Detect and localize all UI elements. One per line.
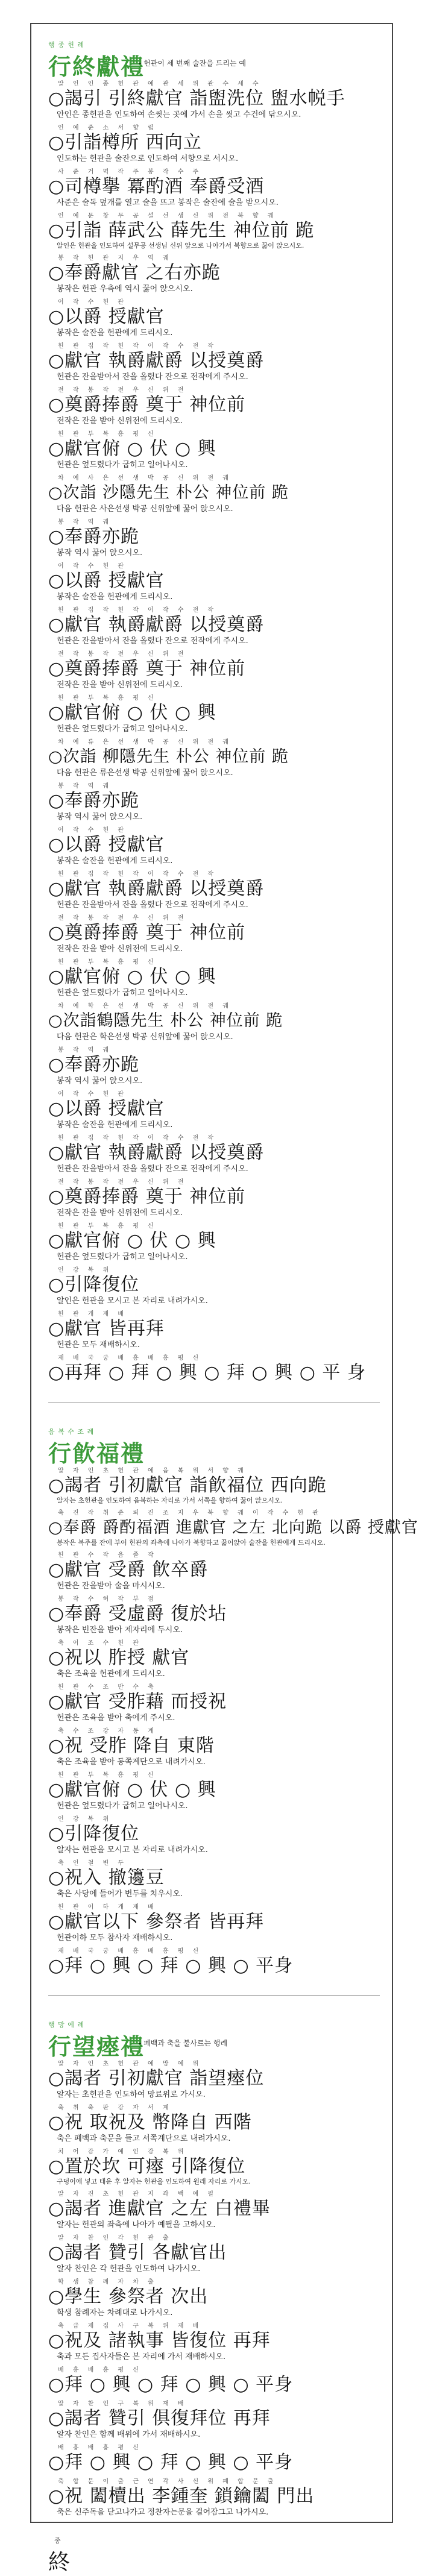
entry-command: ○次詣 沙隱先生 朴公 神位前 跪 <box>48 483 289 502</box>
entry-reading: 헌 관 이 하 개 재 배 <box>58 1904 157 1911</box>
entry-command: ○學生 參祭者 次出 <box>48 2286 209 2307</box>
entry-translation: 알자는 초헌관을 인도하여 망료위로 가시오. <box>57 2090 206 2099</box>
entry-reading: 재 배 국 궁 배 흥 배 흥 평 신 <box>58 1948 203 1955</box>
entry-command: ○引降復位 <box>48 1274 140 1295</box>
entry-command: ○祝 闔櫝出 李鍾奎 鎖鑰闔 門出 <box>48 2486 315 2507</box>
entry-command: ○祝 受胙 降自 東階 <box>48 1735 215 1756</box>
section-subtitle: - 헌관이 세 번째 술잔을 드리는 예 <box>139 59 246 68</box>
ritual-entry <box>48 169 380 208</box>
ritual-entry <box>48 2367 380 2396</box>
ritual-entry <box>48 2445 380 2474</box>
entry-translation: 헌관은 엎드렸다가 굽히고 일어나시오. <box>57 460 188 470</box>
entry-translation: 알자는 헌관을 모시고 본 자리로 내려가시오. <box>57 1846 208 1855</box>
entry-translation: 전작은 잔을 받아 신위전에 드리시오. <box>57 1208 183 1217</box>
entry-command: ○以爵 授獻官 <box>48 570 165 591</box>
ritual-entry <box>48 2105 380 2144</box>
entry-command: ○謁者 引初獻官 詣飮福位 西向跪 <box>48 1475 327 1496</box>
entry-reading: 알 자 찬 인 각 헌 관 출 <box>58 2235 172 2241</box>
entry-reading: 헌 관 집 작 헌 작 이 작 수 전 작 <box>58 343 218 350</box>
entry-reading: 헌 관 집 작 헌 작 이 작 수 전 작 <box>58 871 218 878</box>
ritual-entry <box>48 475 380 514</box>
entry-reading: 전 작 봉 작 전 우 신 위 전 <box>58 915 187 922</box>
entry-translation: 다음 헌관은 류은선생 박공 신위앞에 꿇어 앉으시오. <box>57 768 233 778</box>
ritual-entry <box>48 563 380 602</box>
ritual-entry <box>48 81 380 120</box>
ritual-entry <box>48 2323 380 2362</box>
entry-command: ○謁者 贊引 俱復拜位 再拜 <box>48 2408 271 2429</box>
end-mark-reading: 종 <box>54 2537 61 2545</box>
entry-translation: 학생 참례자는 차례대로 나가시오. <box>57 2308 173 2317</box>
ritual-entry <box>48 1091 380 1130</box>
section-title: 行望瘞禮 <box>48 2033 145 2060</box>
entry-translation: 봉작은 헌관 우측에 역시 꿇어 앉으시오. <box>57 284 193 294</box>
section-title: 行飮福禮 <box>48 1440 145 1467</box>
entry-command: ○獻官俯 ○ 伏 ○ 興 <box>48 1779 216 1800</box>
entry-translation: 헌관은 조육을 받아 축에게 주시오. <box>57 1714 175 1723</box>
entry-command: ○獻官 執爵獻爵 以授奠爵 <box>48 350 265 371</box>
entry-reading: 전 작 봉 작 전 우 신 위 전 <box>58 1179 187 1186</box>
section-title-reading: 행 망 예 례 <box>48 2021 84 2029</box>
entry-command: ○謁引 引終獻官 詣盥洗位 盥水帨手 <box>48 88 345 109</box>
ritual-entry <box>48 1772 380 1811</box>
ritual-entry <box>48 1640 380 1679</box>
entry-command: ○引詣 薛武公 薛先生 神位前 跪 <box>48 220 315 241</box>
entry-translation: 사준은 술독 덮개를 열고 술을 뜨고 봉작은 술잔에 술을 받으시오. <box>57 198 279 207</box>
ritual-entry <box>48 1179 380 1218</box>
entry-translation: 헌관은 엎드렸다가 굽히고 일어나시오. <box>57 724 188 734</box>
entry-translation: 봉작은 술잔을 헌관에게 드리시오. <box>57 1120 173 1129</box>
ritual-entry <box>48 1355 380 1384</box>
entry-command: ○獻官 受胙藉 而授祝 <box>48 1691 227 1712</box>
entry-reading: 축 합 문 이 출 근 연 각 사 신 위 폐 합 문 출 <box>58 2478 277 2485</box>
ritual-entry <box>48 651 380 690</box>
entry-reading: 헌 관 부 복 흥 평 신 <box>58 695 157 702</box>
entry-translation: 봉작은 술잔을 헌관에게 드리시오. <box>57 856 173 865</box>
section-divider <box>48 1402 380 1403</box>
ritual-entry <box>48 1468 380 1505</box>
entry-reading: 축 취 축 판 강 자 서 계 <box>58 2105 172 2111</box>
ritual-entry <box>48 2279 380 2318</box>
entry-command: ○次詣鶴隱先生 朴公 神位前 跪 <box>48 1011 283 1030</box>
ritual-entry <box>48 2191 380 2230</box>
entry-reading: 헌 관 부 복 흥 평 신 <box>58 1772 157 1779</box>
entry-translation: 전작은 잔을 받아 신위전에 드리시오. <box>57 944 183 953</box>
entry-command: ○奠爵捧爵 奠于 神位前 <box>48 922 246 943</box>
section-header <box>48 1427 380 1467</box>
entry-command: ○獻官以下 參祭者 皆再拜 <box>48 1911 265 1932</box>
ritual-entry <box>48 1003 380 1042</box>
entry-command: ○獻官俯 ○ 伏 ○ 興 <box>48 702 216 723</box>
entry-translation: 봉작은 빈잔을 받아 제자리에 두시오. <box>57 1626 183 1635</box>
entry-reading: 알 자 인 초 헌 관 예 음 복 위 서 향 궤 <box>58 1468 247 1474</box>
ritual-entry <box>48 1860 380 1899</box>
entry-reading: 축 수 조 강 자 동 계 <box>58 1728 157 1735</box>
entry-reading: 헌 관 부 복 흥 평 신 <box>58 959 157 966</box>
entry-translation: 구덩이에 넣고 태운 후 알자는 헌관을 인도하여 원래 자리로 가시오. <box>57 2178 251 2185</box>
ritual-entry <box>48 1684 380 1723</box>
entry-command: ○次詣 柳隱先生 朴公 神位前 跪 <box>48 747 289 766</box>
entry-translation: 알자는 초헌관을 인도하여 음복하는 자리로 가서 서쪽을 향하여 꿇어 앉으시오. <box>57 1497 283 1504</box>
entry-command: ○獻官 執爵獻爵 以授奠爵 <box>48 1142 265 1163</box>
entry-translation: 알인은 헌관을 모시고 본 자리로 내려가시오. <box>57 1296 208 1305</box>
document-content <box>48 34 419 2576</box>
entry-translation: 헌관은 엎드렸다가 굽히고 일어나시오. <box>57 1252 188 1261</box>
entry-reading: 봉 작 수 허 작 부 점 <box>58 1596 157 1603</box>
entry-translation: 헌관은 잔을받아서 잔을 올렸다 잔으로 전작에게 주시오. <box>57 900 248 909</box>
ritual-entry <box>48 2478 380 2518</box>
ritual-entry <box>48 1267 380 1306</box>
entry-translation: 축은 신주독을 닫고나가고 정찬자는문을 걸어잠그고 나가시오. <box>57 2508 269 2517</box>
entry-translation: 축은 조육을 받아 동쪽계단으로 내려가시오. <box>57 1758 206 1767</box>
entry-command: ○獻官俯 ○ 伏 ○ 興 <box>48 1230 216 1251</box>
entry-translation: 헌관이하 모두 참사자 재배하시오. <box>57 1934 173 1943</box>
section-header <box>48 2020 380 2060</box>
entry-translation: 헌관은 모두 재배하시오. <box>57 1340 140 1349</box>
entry-command: ○獻官俯 ○ 伏 ○ 興 <box>48 438 216 459</box>
entry-reading: 봉 작 역 궤 <box>58 783 113 790</box>
entry-reading: 헌 관 수 조 반 수 축 <box>58 1684 157 1691</box>
entry-translation: 다음 헌관은 학은선생 박공 신위앞에 꿇어 앉으시오. <box>57 1032 233 1041</box>
entry-reading: 헌 관 집 작 헌 작 이 작 수 전 작 <box>58 607 218 614</box>
section-header <box>48 40 380 80</box>
ritual-entry <box>48 915 380 954</box>
ritual-entry <box>48 607 380 646</box>
entry-command: ○奉爵 受虛爵 復於坫 <box>48 1603 227 1624</box>
entry-command: ○引降復位 <box>48 1823 140 1844</box>
entry-command: ○拜 ○ 興 ○ 拜 ○ 興 ○ 平身 <box>48 1955 294 1976</box>
entry-command: ○再拜 ○ 拜 ○ 興 ○ 拜 ○ 興 ○ 平 身 <box>48 1362 366 1383</box>
ritual-entry <box>48 1596 380 1635</box>
entry-command: ○拜 ○ 興 ○ 拜 ○ 興 ○ 平身 <box>48 2452 294 2473</box>
ritual-entry <box>48 871 380 910</box>
entry-reading: 알 자 진 초 헌 관 지 좌 백 예 필 <box>58 2191 218 2197</box>
ritual-entry <box>48 1948 380 1977</box>
entry-reading: 인 강 복 위 <box>58 1816 113 1823</box>
entry-command: ○祝入 撤籩豆 <box>48 1867 165 1888</box>
entry-translation: 전작은 잔을 받아 신위전에 드리시오. <box>57 680 183 690</box>
ritual-entry <box>48 431 380 470</box>
ritual-entry <box>48 343 380 382</box>
entry-command: ○祝以 胙授 獻官 <box>48 1647 190 1668</box>
entry-translation: 헌관은 잔을받아서 잔을 올렸다 잔으로 전작에게 주시오. <box>57 636 248 646</box>
entry-command: ○引詣樽所 西向立 <box>48 132 202 153</box>
entry-command: ○奠爵捧爵 奠于 神位前 <box>48 394 246 415</box>
ritual-entry <box>48 387 380 426</box>
entry-command: ○奠爵捧爵 奠于 神位前 <box>48 1186 246 1207</box>
entry-translation: 헌관은 잔을받아서 잔을 올렸다 잔으로 전작에게 주시오. <box>57 1164 248 1173</box>
entry-reading: 치 어 감 가 예 인 강 복 위 <box>58 2149 187 2155</box>
entry-command: ○奉爵亦跪 <box>48 1054 140 1075</box>
entry-translation: 헌관은 잔을받아 술을 마시시오. <box>57 1582 165 1591</box>
entry-reading: 전 작 봉 작 전 우 신 위 전 <box>58 651 187 658</box>
entry-command: ○祝及 諸執事 皆復位 再拜 <box>48 2330 271 2351</box>
entry-translation: 헌관은 잔을받아서 잔을 올렸다 잔으로 전작에게 주시오. <box>57 372 248 382</box>
entry-translation: 안인은 종헌관을 인도하여 손씻는 곳에 가서 손을 씻고 수건에 닦으시오. <box>57 110 301 119</box>
section-title: 行終獻禮 <box>48 53 145 80</box>
ritual-entry <box>48 2401 380 2440</box>
entry-reading: 헌 관 부 복 흥 평 신 <box>58 1223 157 1230</box>
ritual-entry <box>48 125 380 164</box>
entry-translation: 봉작은 술잔을 헌관에게 드리시오. <box>57 328 173 338</box>
entry-translation: 알자 찬인은 함께 배위에 가서 재배하시오. <box>57 2430 201 2439</box>
document-page <box>30 23 419 2575</box>
entry-reading: 축 이 조 수 헌 관 <box>58 1640 142 1647</box>
entry-command: ○奉爵亦跪 <box>48 790 140 811</box>
entry-reading: 봉 작 역 궤 <box>58 1047 113 1054</box>
entry-reading: 전 작 봉 작 전 우 신 위 전 <box>58 387 187 394</box>
entry-reading: 헌 관 개 재 배 <box>58 1311 128 1318</box>
entry-command: ○以爵 授獻官 <box>48 834 165 855</box>
entry-command: ○謁者 贊引 各獻官出 <box>48 2242 227 2263</box>
ritual-entry <box>48 1728 380 1767</box>
ritual-entry <box>48 2149 380 2186</box>
section-divider <box>48 1995 380 1996</box>
entry-command: ○謁者 進獻官 之左 白禮畢 <box>48 2198 271 2219</box>
entry-translation: 봉작 역시 꿇어 앉으시오. <box>57 1076 143 1085</box>
entry-reading: 이 작 수 헌 관 <box>58 1091 128 1098</box>
entry-reading: 인 예 준 소 서 향 립 <box>58 125 157 131</box>
entry-translation: 봉작 역시 꿇어 앉으시오. <box>57 812 143 821</box>
entry-translation: 알인은 헌관을 인도하여 설무공 선생님 신위 앞으로 나아가서 북향으로 꿇어 앉으시오. <box>57 242 304 250</box>
ritual-entry <box>48 695 380 734</box>
ritual-entry <box>48 1510 419 1547</box>
entry-translation: 축은 사당에 들어가 변두를 치우시오. <box>57 1890 183 1899</box>
entry-command: ○奉爵獻官 之右亦跪 <box>48 262 221 283</box>
ritual-entry <box>48 783 380 822</box>
entry-command: ○奉爵亦跪 <box>48 526 140 547</box>
ritual-entry <box>48 1223 380 1262</box>
entry-translation: 헌관은 엎드렸다가 굽히고 일어나시오. <box>57 1802 188 1811</box>
end-mark <box>48 2536 380 2576</box>
entry-translation: 봉작은 복주를 잔에 부어 헌관의 좌측에 나아가 북향하고 꿇어앉아 술잔을 헌관에게 드리시오. <box>57 1539 326 1547</box>
entry-reading: 이 작 수 헌 관 <box>58 299 128 306</box>
entry-reading: 축 급 제 집 사 구 복 위 재 배 <box>58 2323 203 2329</box>
entry-reading: 인 예 문 창 무 공 설 선 생 신 위 전 북 향 궤 <box>58 213 277 219</box>
entry-command: ○以爵 授獻官 <box>48 1098 165 1119</box>
entry-reading: 축 인 철 변 두 <box>58 1860 128 1867</box>
entry-reading: 봉 작 역 궤 <box>58 519 113 526</box>
entry-reading: 배 흥 배 흥 평 신 <box>58 2445 142 2451</box>
ritual-entry <box>48 299 380 338</box>
entry-command: ○奠爵捧爵 奠于 神位前 <box>48 658 246 679</box>
entry-reading: 차 예 학 은 선 생 박 공 신 위 전 궤 <box>58 1003 232 1010</box>
entry-command: ○獻官 皆再拜 <box>48 1318 165 1339</box>
ritual-entry <box>48 1135 380 1174</box>
ritual-entry <box>48 827 380 866</box>
entry-reading: 배 흥 배 흥 평 신 <box>58 2367 142 2373</box>
entry-command: ○奉爵 爵酌福酒 進獻官 之左 北向跪 以爵 授獻官 <box>48 1518 419 1537</box>
ritual-entry <box>48 2061 380 2100</box>
entry-command: ○以爵 授獻官 <box>48 306 165 327</box>
entry-translation: 전작은 잔을 받아 신위전에 드리시오. <box>57 416 183 426</box>
entry-command: ○置於坎 可瘞 引降復位 <box>48 2156 246 2177</box>
section-subtitle: - 폐백과 축을 불사르는 행례 <box>139 2039 228 2047</box>
ritual-entry <box>48 213 380 250</box>
entry-reading: 알 자 인 초 헌 관 예 망 예 위 <box>58 2061 203 2067</box>
ritual-entry <box>48 1311 380 1350</box>
entry-reading: 헌 관 집 작 헌 작 이 작 수 전 작 <box>58 1135 218 1142</box>
entry-reading: 차 예 류 은 선 생 박 공 신 위 전 궤 <box>58 739 232 746</box>
entry-reading: 이 작 수 헌 관 <box>58 563 128 570</box>
entry-translation: 봉작은 술잔을 헌관에게 드리시오. <box>57 592 173 602</box>
entry-translation: 봉작 역시 꿇어 앉으시오. <box>57 548 143 558</box>
entry-reading: 재 배 국 궁 배 흥 배 흥 평 신 <box>58 1355 203 1362</box>
ritual-entry <box>48 1047 380 1086</box>
end-mark-char: 終 <box>48 2550 71 2575</box>
entry-reading: 이 작 수 헌 관 <box>58 827 128 834</box>
entry-reading: 축 진 작 취 준 뢰 진 조 지 우 북 향 궤 이 작 수 헌 관 <box>58 1510 322 1516</box>
ritual-entry <box>48 959 380 998</box>
ritual-entry <box>48 1816 380 1855</box>
entry-command: ○司樽擧 冪酌酒 奉爵受酒 <box>48 176 265 197</box>
entry-translation: 축은 폐백과 축문을 들고 서쪽계단으로 내려가시오. <box>57 2134 231 2143</box>
section-title-reading: 음 복 수 조 례 <box>48 1428 95 1436</box>
entry-reading: 헌 관 부 복 흥 평 신 <box>58 431 157 438</box>
entry-command: ○獻官 執爵獻爵 以授奠爵 <box>48 878 265 899</box>
entry-reading: 학 생 참 례 자 차 출 <box>58 2279 157 2285</box>
entry-reading: 사 준 거 멱 작 주 봉 작 수 주 <box>58 169 203 175</box>
entry-reading: 알 인 인 종 헌 관 예 관 세 위 관 수 세 수 <box>58 81 262 87</box>
entry-translation: 축은 조육을 헌관에게 드리시오. <box>57 1670 165 1679</box>
entry-command: ○獻官 受爵 飮卒爵 <box>48 1559 209 1580</box>
entry-command: ○謁者 引初獻官 詣望瘞位 <box>48 2068 265 2089</box>
entry-translation: 인도하는 헌관을 술잔으로 인도하여 서향으로 서시오. <box>57 154 239 163</box>
ritual-entry <box>48 1552 380 1591</box>
entry-reading: 차 예 사 은 선 생 박 공 신 위 전 궤 <box>58 475 232 482</box>
entry-reading: 인 강 복 위 <box>58 1267 113 1274</box>
entry-command: ○獻官俯 ○ 伏 ○ 興 <box>48 966 216 987</box>
entry-translation: 다음 헌관은 사은선생 박공 신위앞에 꿇어 앉으시오. <box>57 504 233 514</box>
ritual-entry <box>48 739 380 778</box>
entry-translation: 헌관은 엎드렸다가 굽히고 일어나시오. <box>57 988 188 997</box>
ritual-entry <box>48 2235 380 2274</box>
entry-command: ○獻官 執爵獻爵 以授奠爵 <box>48 614 265 635</box>
ritual-entry <box>48 1904 380 1943</box>
section-title-reading: 행 종 헌 례 <box>48 41 84 49</box>
ritual-entry <box>48 255 380 294</box>
entry-command: ○拜 ○ 興 ○ 拜 ○ 興 ○ 平身 <box>48 2374 294 2395</box>
entry-reading: 헌 관 수 작 음 졸 작 <box>58 1552 157 1559</box>
entry-translation: 알자 찬인은 각 헌관을 인도하여 나가시오. <box>57 2264 201 2273</box>
entry-reading: 알 자 찬 인 구 복 위 재 배 <box>58 2401 187 2407</box>
entry-translation: 축과 모든 집사자들은 본 자리에 가서 재배하시오. <box>57 2352 226 2361</box>
entry-translation: 알자는 헌관의 좌측에 나아가 예필을 고하시오. <box>57 2220 216 2229</box>
entry-reading: 봉 작 헌 관 지 우 역 궤 <box>58 255 172 262</box>
entry-command: ○祝 取祝及 幣降自 西階 <box>48 2112 252 2133</box>
ritual-entry <box>48 519 380 558</box>
